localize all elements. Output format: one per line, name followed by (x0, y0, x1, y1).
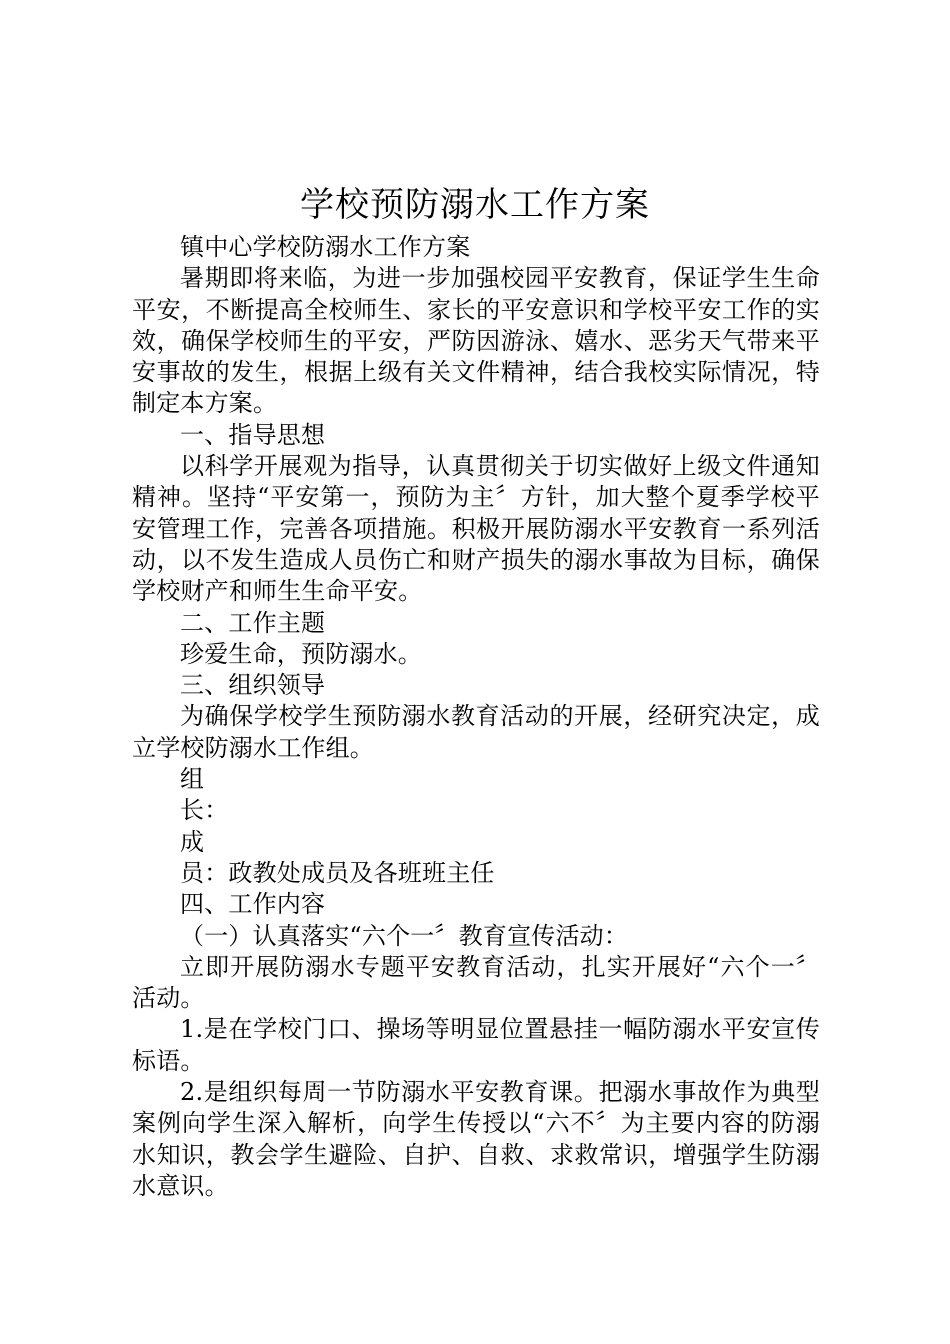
leader-label-line-1: 组 (180, 765, 205, 794)
subsection-heading-six-ones: （一）认真落实“六个一〞教育宣传活动： (180, 921, 629, 950)
subtitle-paragraph: 镇中心学校防溺水工作方案 (180, 233, 471, 261)
six-ones-intro-paragraph: 立即开展防溺水专题平安教育活动，扎实开展好“六个一〞活动。 (132, 952, 820, 1013)
section-heading-guiding-ideology: 一、指导思想 (180, 420, 326, 449)
members-label-line-2: 员：政教处成员及各班班主任 (180, 858, 495, 887)
intro-paragraph: 暑期即将来临，为进一步加强校园平安教育，保证学生生命平安，不断提高全校师生、家长的平安意识和学校平安工作的实效，确保学校师生的平安，严防因游泳、嬉水、恶劣天气带来平安事故的发生，根据上级有关文件精神，结合我校实际情况，特制定本方案。 (132, 264, 820, 418)
guiding-ideology-paragraph: 以科学开展观为指导，认真贯彻关于切实做好上级文件通知精神。坚持“平安第一，预防为主〞方针，加大整个夏季学校平安管理工作，完善各项措施。积极开展防溺水平安教育一系列活动，以不发生造成人员伤亡和财产损失的溺水事故为目标，确保学校财产和师生生命平安。 (132, 452, 820, 606)
list-item-2: 2.是组织每周一节防溺水平安教育课。把溺水事故作为典型案例向学生深入解析，向学生传授以“六不〞为主要内容的防溺水知识，教会学生避险、自护、自救、求救常识，增强学生防溺水意识。 (132, 1078, 820, 1200)
list-item-1: 1.是在学校门口、操场等明显位置悬挂一幅防溺水平安宣传标语。 (132, 1015, 820, 1075)
section-heading-work-content: 四、工作内容 (180, 890, 326, 919)
section-heading-work-theme: 二、工作主题 (180, 608, 326, 637)
section-heading-organization: 三、组织领导 (180, 671, 326, 700)
leader-label-line-2: 长： (180, 796, 229, 825)
work-theme-paragraph: 珍爱生命，预防溺水。 (180, 639, 422, 668)
members-label-line-1: 成 (180, 827, 205, 856)
organization-paragraph: 为确保学校学生预防溺水教育活动的开展，经研究决定，成立学校防溺水工作组。 (132, 702, 820, 762)
document-body (132, 232, 820, 1202)
document-title: 学校预防溺水工作方案 (300, 185, 650, 225)
